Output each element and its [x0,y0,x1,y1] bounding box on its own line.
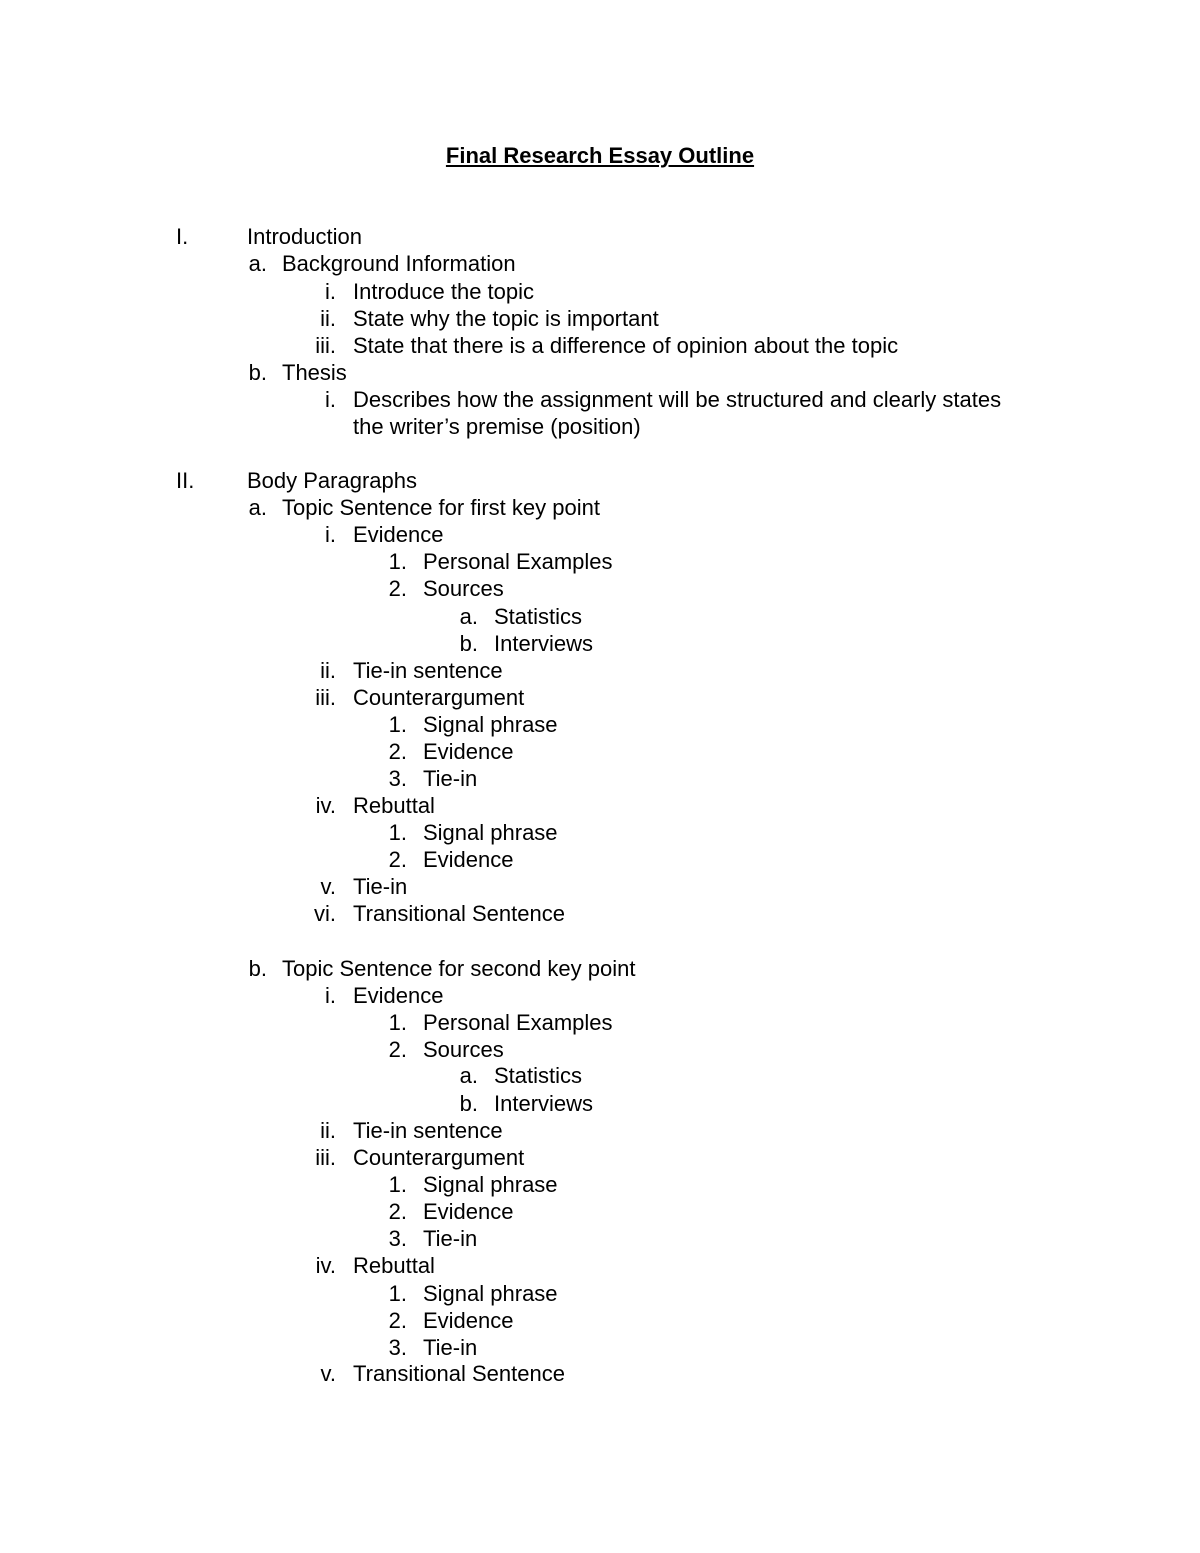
outline-marker: a. [248,251,267,276]
outline-text: Introduce the topic [353,279,535,304]
outline-item [0,1171,1200,1198]
outline-item [0,223,1200,250]
outline-item [0,982,1200,1009]
outline-text: State that there is a difference of opinion about the topic [353,333,899,358]
outline-item [0,548,1200,575]
outline-item [0,603,1200,630]
outline-marker: b. [248,360,267,385]
outline-text: Topic Sentence for second key point [282,956,636,981]
outline-marker: 3. [388,1335,407,1360]
outline-item [0,711,1200,738]
outline-marker: i. [325,387,336,412]
outline-marker: ii. [320,1118,336,1143]
outline-text: Signal phrase [423,1281,558,1306]
outline-item [0,359,1200,386]
outline-item [0,657,1200,684]
outline-text: Introduction [247,224,362,249]
outline-marker: a. [459,604,478,629]
outline-marker: b. [459,1091,478,1116]
outline-text: Tie-in [423,1226,478,1251]
outline-text: Tie-in [423,1335,478,1360]
outline-marker: 2. [388,847,407,872]
outline-text: Statistics [494,1063,583,1088]
outline-marker: v. [320,874,336,899]
outline-item [0,386,1200,413]
outline-item [0,494,1200,521]
outline-marker: 3. [388,766,407,791]
outline-item [0,278,1200,305]
outline-marker: 1. [388,1281,407,1306]
outline-marker: 1. [388,820,407,845]
outline-item [0,738,1200,765]
outline-item [0,792,1200,819]
outline-item [0,873,1200,900]
outline-marker: I. [176,224,189,249]
outline-item [0,819,1200,846]
outline-text: Describes how the assignment will be structured and clearly states [353,387,1002,412]
outline-item [0,684,1200,711]
outline-marker: 2. [388,739,407,764]
outline-text: Evidence [353,522,444,547]
outline-item [0,1198,1200,1225]
outline-text: Evidence [423,847,514,872]
outline-marker: 2. [388,576,407,601]
outline-marker: iv. [315,793,336,818]
outline-text: Evidence [353,983,444,1008]
outline-text: Sources [423,576,504,601]
outline-item [0,413,1200,440]
outline-marker: 1. [388,1010,407,1035]
outline-text: Personal Examples [423,1010,613,1035]
outline-marker: i. [325,279,336,304]
outline-item [0,955,1200,982]
outline-marker: v. [320,1361,336,1386]
outline-text: Signal phrase [423,712,558,737]
outline-marker: II. [176,468,195,493]
document-title: Final Research Essay Outline [445,143,755,168]
outline-item [0,1225,1200,1252]
outline-marker: 1. [388,712,407,737]
outline-text: Evidence [423,1199,514,1224]
outline-text: Interviews [494,1091,594,1116]
outline-item [0,900,1200,927]
outline-text: the writer’s premise (position) [353,414,641,439]
outline-item [0,1280,1200,1307]
outline-text: Sources [423,1037,504,1062]
outline-item [0,332,1200,359]
outline-marker: iii. [315,333,336,358]
outline-text: Tie-in sentence [353,1118,503,1143]
outline-text: Signal phrase [423,1172,558,1197]
outline-marker: iii. [315,1145,336,1170]
outline-text: Topic Sentence for first key point [282,495,600,520]
outline-marker: b. [459,631,478,656]
outline-item [0,1062,1200,1089]
outline-text: Rebuttal [353,793,435,818]
outline-item [0,765,1200,792]
outline-item [0,1307,1200,1334]
outline-item [0,1009,1200,1036]
outline-item [0,1036,1200,1063]
outline-marker: 2. [388,1199,407,1224]
outline-text: Signal phrase [423,820,558,845]
outline-text: State why the topic is important [353,306,659,331]
outline-text: Tie-in [423,766,478,791]
outline-text: Statistics [494,604,583,629]
outline-text: Interviews [494,631,594,656]
outline-text: Body Paragraphs [247,468,417,493]
outline-text: Evidence [423,739,514,764]
outline-item [0,846,1200,873]
outline-text: Counterargument [353,1145,525,1170]
outline-marker: iii. [315,685,336,710]
outline-marker: 1. [388,1172,407,1197]
outline-marker: i. [325,522,336,547]
outline-item [0,467,1200,494]
outline-text: Counterargument [353,685,525,710]
outline-marker: 1. [388,549,407,574]
outline-item [0,521,1200,548]
outline-item [0,305,1200,332]
outline-marker: 2. [388,1037,407,1062]
outline-text: Personal Examples [423,549,613,574]
outline-item [0,1090,1200,1117]
outline-item [0,250,1200,277]
outline-text: Tie-in [353,874,408,899]
outline-marker: a. [459,1063,478,1088]
outline-item [0,1360,1200,1387]
outline-marker: i. [325,983,336,1008]
outline-text: Rebuttal [353,1253,435,1278]
outline-text: Tie-in sentence [353,658,503,683]
outline-item [0,1144,1200,1171]
outline-item [0,1334,1200,1361]
outline-text: Background Information [282,251,516,276]
outline-marker: ii. [320,306,336,331]
outline-marker: vi. [314,901,336,926]
outline-text: Thesis [282,360,347,385]
outline-marker: a. [248,495,267,520]
outline-marker: b. [248,956,267,981]
outline-marker: ii. [320,658,336,683]
outline-item [0,1252,1200,1279]
outline-marker: iv. [315,1253,336,1278]
outline-item [0,630,1200,657]
outline-text: Transitional Sentence [353,901,565,926]
outline-marker: 2. [388,1308,407,1333]
outline-item [0,575,1200,602]
outline-item [0,1117,1200,1144]
outline-text: Transitional Sentence [353,1361,565,1386]
outline-text: Evidence [423,1308,514,1333]
outline-marker: 3. [388,1226,407,1251]
